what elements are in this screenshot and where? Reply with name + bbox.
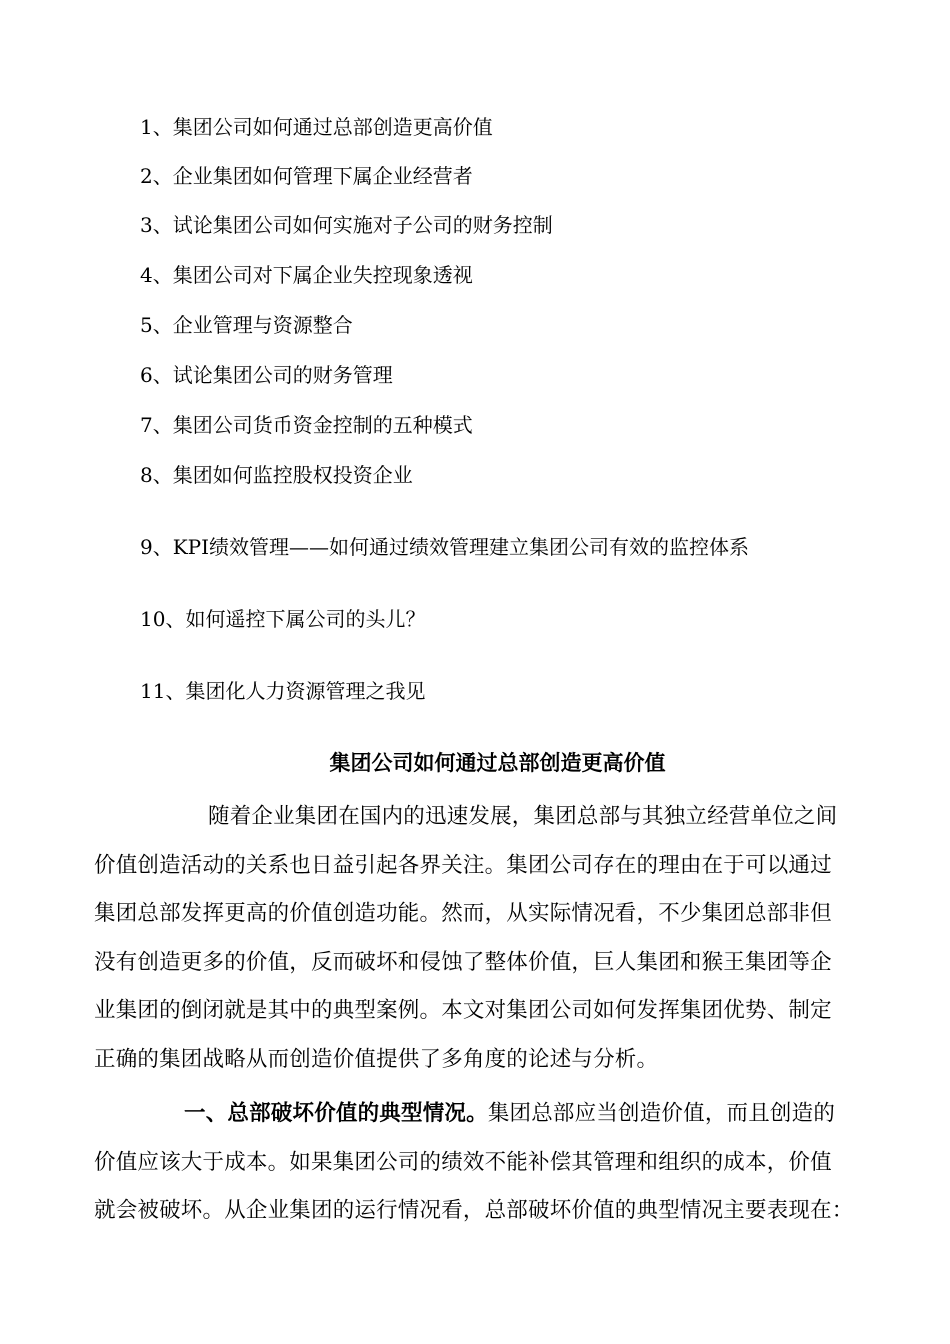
section-text: 集团总部应当创造价值，而且创造的 xyxy=(487,1101,836,1126)
paragraph-line: 正确的集团战略从而创造价值提供了多角度的论述与分析。 xyxy=(94,1046,659,1072)
paragraph-line: 没有创造更多的价值，反而破坏和侵蚀了整体价值，巨人集团和猴王集团等企 xyxy=(94,949,832,975)
toc-item: 11、集团化人力资源管理之我见 xyxy=(140,679,426,703)
paragraph-line xyxy=(94,1090,858,1139)
article-title: 集团公司如何通过总部创造更高价值 xyxy=(329,751,666,775)
toc-item: 1、集团公司如何通过总部创造更高价值 xyxy=(140,115,493,139)
paragraph-line: 价值应该大于成本。如果集团公司的绩效不能补偿其管理和组织的成本，价值 xyxy=(94,1149,832,1175)
paragraph-line: 价值创造活动的关系也日益引起各界关注。集团公司存在的理由在于可以通过 xyxy=(94,852,832,878)
paragraph-line: 集团总部发挥更高的价值创造功能。然而，从实际情况看，不少集团总部非但 xyxy=(94,901,832,926)
section-heading: 一、总部破坏价值的典型情况。 xyxy=(184,1101,488,1126)
paragraph-line: 就会被破坏。从企业集团的运行情况看，总部破坏价值的典型情况主要表现在： xyxy=(94,1198,854,1223)
intro-paragraph xyxy=(94,793,858,1084)
paragraph-line: 随着企业集团在国内的迅速发展，集团总部与其独立经营单位之间 xyxy=(208,804,838,829)
toc-item: 8、集团如何监控股权投资企业 xyxy=(140,463,413,487)
toc-item: 3、试论集团公司如何实施对子公司的财务控制 xyxy=(140,213,553,237)
toc-item: 4、集团公司对下属企业失控现象透视 xyxy=(140,263,473,287)
toc-item: 2、企业集团如何管理下属企业经营者 xyxy=(140,164,473,188)
section-one-paragraph xyxy=(94,1090,858,1236)
toc-item: 9、KPI绩效管理——如何通过绩效管理建立集团公司有效的监控体系 xyxy=(140,535,750,559)
toc-item: 5、企业管理与资源整合 xyxy=(140,313,353,337)
toc-item: 6、试论集团公司的财务管理 xyxy=(140,363,393,387)
toc-item: 10、如何遥控下属公司的头儿？ xyxy=(140,607,426,631)
toc-item: 7、集团公司货币资金控制的五种模式 xyxy=(140,413,473,437)
paragraph-line: 业集团的倒闭就是其中的典型案例。本文对集团公司如何发挥集团优势、制定 xyxy=(94,998,832,1023)
